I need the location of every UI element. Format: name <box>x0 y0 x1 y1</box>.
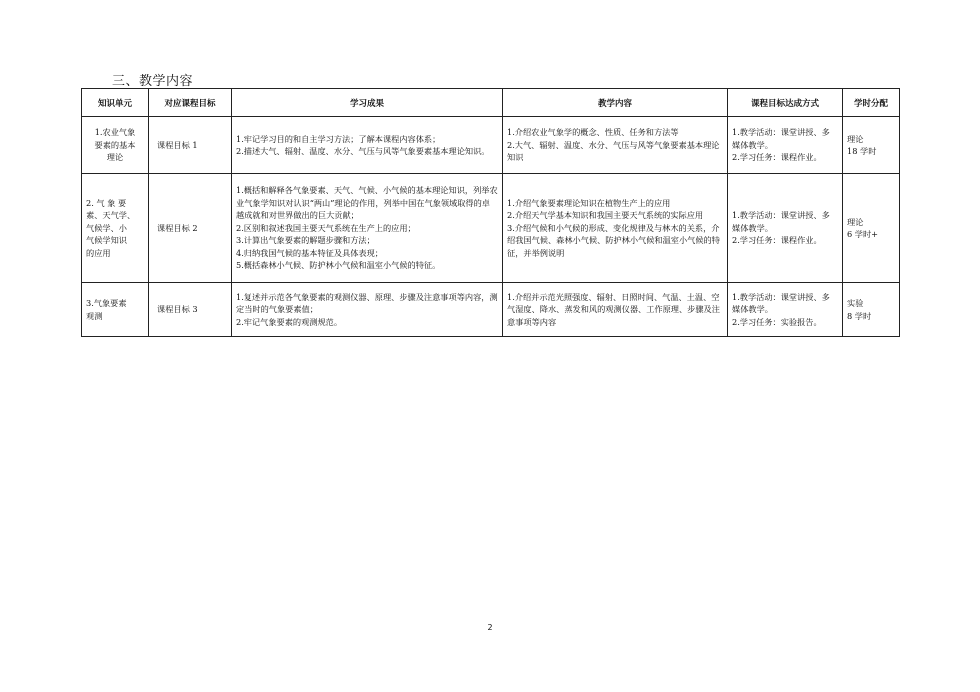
outcomes-cell <box>232 117 503 174</box>
unit-line: 2. 气 象 要 <box>86 197 127 208</box>
header-achievement-method: 课程目标达成方式 <box>728 89 843 117</box>
teaching-content-table <box>81 88 900 337</box>
unit-line: 1.农业气象 <box>94 127 136 138</box>
content-item: 1.介绍农业气象学的概念、性质、任务和方法等 <box>507 127 679 138</box>
table-header-row <box>82 89 900 117</box>
outcome-item: 2.描述大气、辐射、温度、水分、气压与风等气象要素基本理论知识。 <box>236 146 490 156</box>
unit-line: 素、天气学、 <box>86 210 136 221</box>
content-item: 2.大气、辐射、温度、水分、气压与风等气象要素基本理论知识 <box>507 139 720 163</box>
method-item: 1.教学活动：课堂讲授、多媒体教学。 <box>732 291 830 315</box>
hours-type: 理论 <box>847 133 864 144</box>
method-item: 2.学习任务：课程作业。 <box>732 235 822 246</box>
page-number: 2 <box>487 623 493 632</box>
content-cell <box>503 174 728 283</box>
content-item: 1.介绍气象要素理论知识在植物生产上的应用 <box>507 197 671 208</box>
unit-line: 的应用 <box>86 247 111 258</box>
table-row <box>82 283 900 337</box>
outcome-item: 1.复述并示范各气象要素的观测仪器、原理、步骤及注意事项等内容，测定当时的气象要素值； <box>236 291 498 315</box>
content-item: 1.介绍并示范光照强度、辐射、日照时间、气温、土温、空气湿度、降水、蒸发和风的观测仪器、工作原理、步骤及注意事项等内容 <box>507 291 720 327</box>
outcome-item: 5.概括森林小气候、防护林小气候和温室小气候的特征。 <box>236 260 441 271</box>
outcome-item: 1.牢记学习目的和自主学习方法；了解本课程内容体系； <box>236 133 441 144</box>
unit-line: 观测 <box>86 310 103 321</box>
hours-count: 8 学时 <box>847 310 872 321</box>
header-knowledge-unit: 知识单元 <box>82 89 149 117</box>
unit-line: 3.气象要素 <box>86 298 127 308</box>
method-item: 2.学习任务：课程作业。 <box>732 152 822 163</box>
method-item: 1.教学活动：课堂讲授、多媒体教学。 <box>732 127 830 150</box>
unit-line: 要素的基本 <box>94 139 136 150</box>
outcome-item: 3.计算出气象要素的解题步骤和方法； <box>236 235 375 246</box>
section-title: 三、教学内容 <box>112 74 194 89</box>
header-learning-outcomes: 学习成果 <box>232 89 503 117</box>
unit-line: 理论 <box>106 152 124 163</box>
outcome-item: 2.区别和叙述我国主要天气系统在生产上的应用； <box>236 222 416 233</box>
outcomes-cell <box>232 283 503 337</box>
method-cell <box>728 174 843 283</box>
content-item: 2.介绍天气学基本知识和我国主要天气系统的实际应用 <box>507 210 704 221</box>
hours-type: 实验 <box>847 298 864 308</box>
content-cell <box>503 117 728 174</box>
hours-type: 理论 <box>847 216 864 227</box>
outcome-item: 1.概括和解释各气象要素、天气、气候、小气候的基本理论知识，列举农业气象学知识对认识“两山”理论的作用，列举中国在气象领域取得的卓越成就和对世界做出的巨大贡献； <box>236 185 498 221</box>
content-item: 3.介绍气候和小气候的形成、变化规律及与林木的关系，介绍我国气候、森林小气候、防护林小气候和温室小气候的特征，并举例说明 <box>507 222 720 258</box>
hours-count: 18 学时 <box>847 146 877 156</box>
header-course-goal: 对应课程目标 <box>149 89 232 117</box>
unit-cell <box>82 174 149 283</box>
hours-cell <box>843 283 900 337</box>
outcome-item: 4.归纳我国气候的基本特征及具体表现； <box>236 247 383 258</box>
method-item: 1.教学活动：课堂讲授、多媒体教学。 <box>732 210 830 233</box>
goal-cell: 课程目标 1 <box>149 117 232 174</box>
unit-cell <box>82 283 149 337</box>
table-row <box>82 174 900 283</box>
hours-cell <box>843 174 900 283</box>
goal-cell: 课程目标 3 <box>149 283 232 337</box>
unit-line: 气候学、小 <box>86 222 127 233</box>
method-cell <box>728 117 843 174</box>
unit-cell <box>82 117 149 174</box>
goal-cell: 课程目标 2 <box>149 174 232 283</box>
hours-count: 6 学时+ <box>847 229 879 239</box>
method-item: 2.学习任务：实验报告。 <box>732 316 822 327</box>
content-cell <box>503 283 728 337</box>
outcomes-cell <box>232 174 503 283</box>
table-row <box>82 117 900 174</box>
header-teaching-content: 教学内容 <box>503 89 728 117</box>
method-cell <box>728 283 843 337</box>
header-hours: 学时分配 <box>843 89 900 117</box>
unit-line: 气候学知识 <box>86 235 127 246</box>
hours-cell <box>843 117 900 174</box>
outcome-item: 2.牢记气象要素的观测规范。 <box>236 316 343 327</box>
